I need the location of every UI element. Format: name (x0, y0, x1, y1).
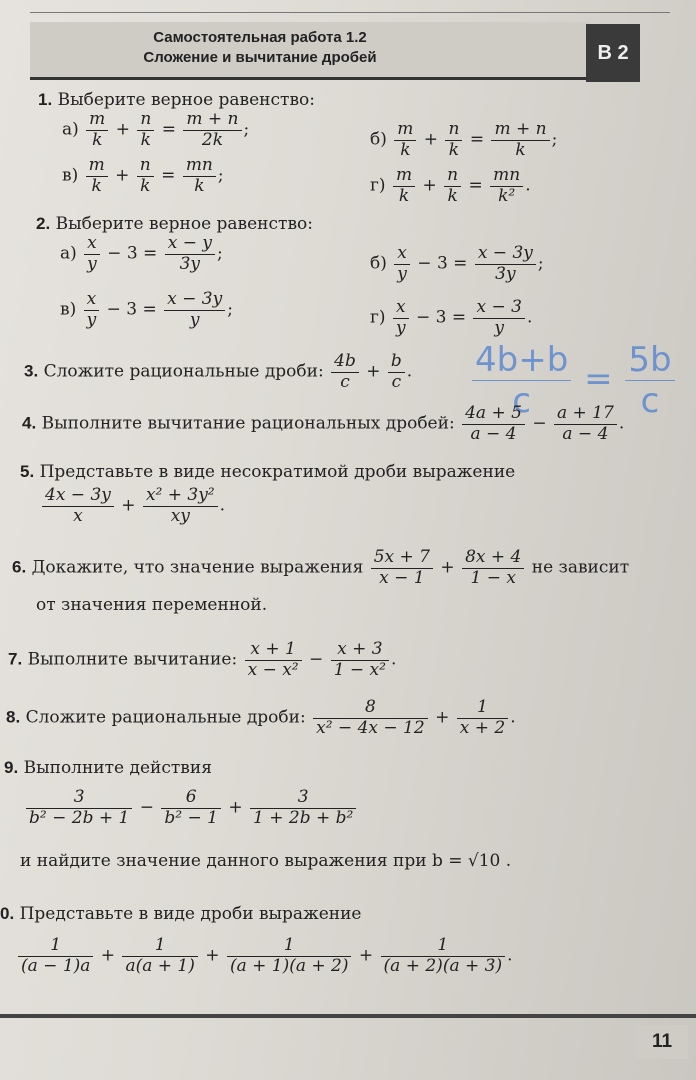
task-4-text: Выполните вычитание рациональных дробей: (41, 413, 455, 434)
task-2-option-b: б) $\frac{x}{y}$ − 3 = $\frac{x - 3y}{3y}$ ; (370, 243, 544, 284)
handwritten-answer: $\frac{4b+b}{c}$ = $\frac{5b}{c}$ (470, 340, 677, 421)
section-header (30, 22, 590, 80)
task-6-text: Докажите, что значение выражения (31, 557, 364, 578)
task-10-number: 0. (0, 904, 15, 923)
task-9-expression: $\frac{3}{\text{b² − 2b + 1}}$ − $\frac{6}{\text{b² − 1}}$ + $\frac{3}{\text{1 + 2b + b²}}$ (24, 788, 358, 828)
task-2-text: Выберите верное равенство: (55, 214, 313, 234)
hand-left-num: 4b+b (472, 340, 571, 381)
page-number: 11 (636, 1025, 688, 1059)
task-6-tail: не зависит (531, 557, 630, 578)
task-2-option-a: а) $\frac{x}{y}$ − 3 = $\frac{x - y}{3y}$ ; (60, 233, 223, 274)
task-4-number: 4. (22, 413, 37, 433)
task-2-option-g: г) $\frac{x}{y}$ − 3 = $\frac{x - 3}{y}$ . (370, 297, 533, 338)
task-4: 4. Выполните вычитание рациональных дробей: $\frac{4a + 5}{a - 4}$ − $\frac{a + 17}{a - 4}$ . (22, 403, 625, 444)
task-9-line2: и найдите значение данного выражения при b = √10 . (20, 851, 512, 871)
task-7-text: Выполните вычитание: (27, 649, 238, 670)
task-7: 7. Выполните вычитание: $\frac{x + 1}{\text{x − x²}}$ − $\frac{x + 3}{\text{1 − x²}}$ . (8, 639, 397, 680)
task-1-text: Выберите верное равенство: (57, 90, 315, 110)
bottom-rule (0, 1014, 696, 1018)
task-9-number: 9. (4, 758, 19, 777)
task-6-line2: от значения переменной. (36, 595, 268, 615)
header-subtitle: Сложение и вычитание дробей (143, 49, 377, 66)
task-7-number: 7. (8, 649, 23, 669)
task-5-text: Представьте в виде несократимой дроби выражение (39, 462, 516, 482)
task-8-number: 8. (6, 707, 21, 727)
task-10-text: Представьте в виде дроби выражение (19, 904, 362, 924)
variant-badge: В 2 (586, 24, 640, 82)
hand-right-num: 5b (625, 340, 674, 381)
task-3-text: Сложите рациональные дроби: (43, 361, 324, 382)
task-5-number: 5. (20, 462, 35, 481)
task-8: 8. Сложите рациональные дроби: $\frac{8}{\text{x² − 4x − 12}}$ + $\frac{1}{x + 2}$ . (6, 697, 516, 738)
hand-right-den: c (640, 381, 660, 421)
header-title: Самостоятельная работа 1.2 (153, 29, 367, 46)
task-1-option-b: б) $\frac{m}{k}$ + $\frac{n}{k}$ = $\frac{m + n}{k}$ ; (370, 119, 558, 160)
task-3-number: 3. (24, 361, 39, 381)
task-2-title (36, 214, 313, 235)
task-9-title (4, 758, 212, 779)
task-1-title (38, 90, 315, 111)
task-1-option-v: в) $\frac{m}{k}$ + $\frac{n}{k}$ = $\frac{mn}{k}$ ; (62, 155, 224, 196)
task-1-option-g: г) $\frac{m}{k}$ + $\frac{n}{k}$ = $\frac{mn}{\text{k²}}$ . (370, 165, 531, 206)
task-8-text: Сложите рациональные дроби: (25, 707, 306, 728)
task-10-title (0, 904, 362, 925)
task-5-title (20, 462, 515, 483)
task-1-option-a: а) $\frac{m}{k}$ + $\frac{n}{k}$ = $\frac{m + n}{2k}$ ; (62, 109, 250, 150)
task-3: 3. Сложите рациональные дроби: $\frac{4b}{c}$ + $\frac{b}{c}$ . (24, 351, 413, 392)
task-6: 6. Докажите, что значение выражения $\frac{5x + 7}{x - 1}$ + $\frac{8x + 4}{1 - x}$ не зависит (12, 547, 630, 588)
task-9-text: Выполните действия (23, 758, 212, 778)
task-2-option-v: в) $\frac{x}{y}$ − 3 = $\frac{x - 3y}{y}$ ; (60, 289, 233, 330)
task-6-number: 6. (12, 557, 27, 577)
task-10-expression: $\frac{1}{(a - 1)a}$ + $\frac{1}{a(a + 1)}$ + $\frac{1}{(a + 1)(a + 2)}$ + $\frac{1}{(a + 2)(a + 3)}$ . (16, 936, 513, 976)
task-2-number: 2. (36, 214, 51, 233)
task-1-number: 1. (38, 90, 53, 109)
hand-left-den: c (512, 381, 531, 421)
task-5-expression: $\frac{4x - 3y}{x}$ + $\frac{\text{x² + 3y²}}{xy}$ . (40, 486, 225, 526)
top-rule (30, 12, 670, 13)
